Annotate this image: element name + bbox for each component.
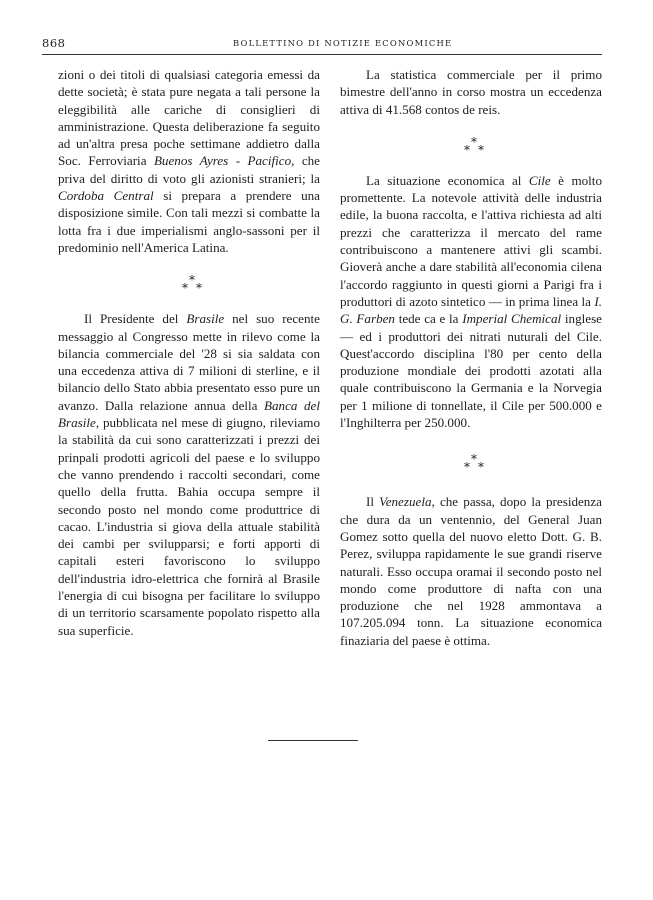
left-column: [58, 66, 320, 639]
italic-text: Cile: [528, 172, 551, 188]
text-run: , che passa, dopo la presidenza che dura da un ventennio, del General Juan Gomez sotto quella del nuovo eletto Dott. G. B. Perez, sviluppa rapidamente le sue grandi riserve naturali. Esso occupa oramai il secondo posto nel mondo come produttore di nafta con una produzione che nel 1928 ammontava a 107.205.094 tonn. La situazione economica finaziaria del paese è ottima.: [340, 494, 602, 648]
paragraph-argentina-continued: [58, 66, 320, 256]
text-run: Il Presidente del: [84, 311, 187, 327]
italic-text: Brasile: [186, 311, 225, 327]
text-run: inglese — ed i produttori dei nitrati nuturali del Cile. Quest'accordo disciplina l'80 per cento della produzione mondiale dei prodotti azotati alla quale contribuiscono la Germania e la Norvegia per 1 milione di tonnellate, il Cile per 500.000 e l'Inghilterra per 250.000.: [340, 311, 602, 431]
section-separator-asterism: [58, 270, 320, 300]
asterisk: *: [182, 281, 188, 296]
text-run: nel suo recente messaggio al Congresso mette in rilevo come la bilancia commerciale del '28 si sia saldata con una eccedenza attiva di 7 milioni di sterline, e il bilancio dello Stato abbia presentato esso pure un avanzo. Dalla relazione annua della: [58, 311, 320, 413]
asterisk: *: [471, 134, 477, 149]
section-separator-asterism: [340, 132, 602, 162]
asterisk: *: [478, 142, 484, 157]
paragraph-brasile-statistics: La statistica commerciale per il primo bimestre dell'anno in corso mostra un eccedenza attiva di 41.568 contos de reis.: [340, 67, 602, 117]
italic-text: Imperial Chemical: [462, 311, 562, 327]
italic-text: Buenos Ayres - Pacifico: [153, 153, 292, 169]
paragraph-cile: [340, 172, 602, 431]
italic-text: Venezuela: [379, 494, 432, 510]
text-run: Il: [366, 494, 380, 510]
header-rule: [42, 54, 602, 55]
asterisk: *: [196, 281, 202, 296]
asterisk: *: [189, 273, 195, 288]
italic-text: Cordoba Central: [58, 188, 154, 204]
italic-text: Banca del Brasile: [58, 397, 320, 431]
page-number: 868: [42, 36, 66, 50]
asterisk: *: [464, 460, 470, 475]
asterisk: *: [464, 142, 470, 157]
asterisk: *: [478, 460, 484, 475]
text-run: si prepara a prendere una disposizione simile. Con tali mezzi si combatte la lotta fra i due imperialismi anglo-sassoni per il predominio nell'America Latina.: [58, 188, 320, 255]
text-run: è molto promettente. La notevole attività delle industria edile, la buona raccolta, e l'attiva richiesta ad alti prezzi che caratterizza il mercato del rame contribuiscono a mantenere attivi gli scambi. Gioverà anche a dare stabilità all'economia cilena l'accordo raggiunto in questi giorni a Parigi fra i produttori di azoto sintetico — in prima linea la: [340, 172, 602, 309]
running-head: BOLLETTINO DI NOTIZIE ECONOMICHE: [233, 38, 453, 48]
right-column: [340, 66, 602, 649]
paragraph-brasile: [58, 310, 320, 639]
text-run: tede ca e la: [394, 311, 463, 327]
paragraph-venezuela: [340, 493, 602, 649]
text-run: , pubblicata nel mese di giugno, rileviamo la stabilità da cui sono caratterizzati i prezzi dei prinpali prodotti agricoli del paese e lo sviluppo che vanno prendendo i raccolti secondari, come quello della frutta. Bahia occupa sempre il secondo posto nel mondo come produttrice di cacao. L'industria si giova della attuale stabilità dei cambi per svilupparsi; e forti apporti di capitali esteri favoriscono lo sviluppo dell'industria idro-elettrica che fornirà al Brasile l'energia di cui bisogna per facilitare lo sviluppo di un territorio scarsamente popolato rispetto alla sua superficie.: [58, 415, 320, 638]
asterisk: *: [471, 452, 477, 467]
text-run: zioni o dei titoli di qualsiasi categoria emessi da dette società; è stata pure negata a tali persone la eleggibilità alle cariche di consiglieri di amministrazione. Questa deliberazione fa seguito ad un'altra presa poche settimane addietro dalla Soc. Ferroviaria: [58, 67, 320, 169]
section-separator-asterism: [340, 449, 602, 479]
text-run: La situazione economica al: [366, 172, 529, 188]
text-run: , che priva del diritto di voto gli azionisti stranieri; la: [58, 153, 320, 186]
end-of-article-rule: [268, 740, 358, 741]
italic-text: I. G. Farben: [340, 293, 602, 327]
